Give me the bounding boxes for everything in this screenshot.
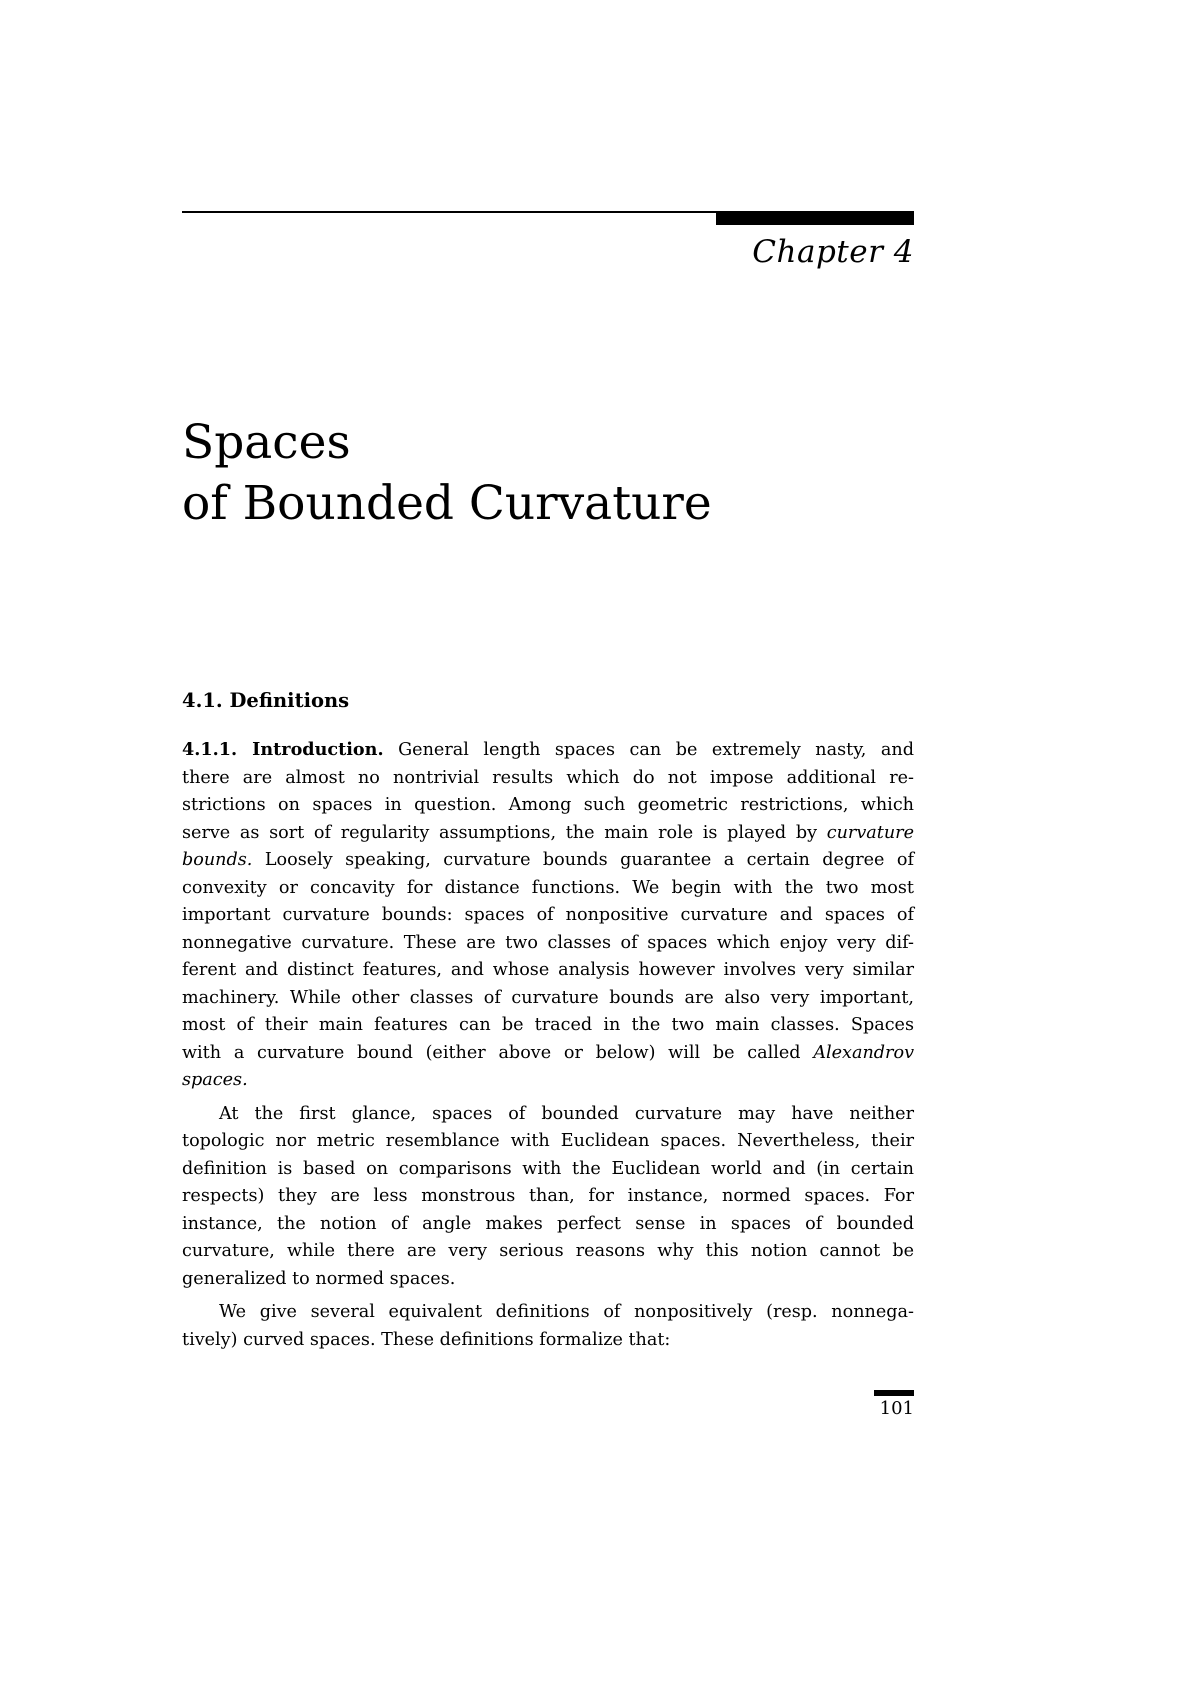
emphasis-alexandrov: Alexandrov — [813, 1042, 915, 1063]
text-line: machinery. While other classes of curvature bounds are also very important, — [182, 987, 914, 1008]
chapter-title-line-1: Spaces — [182, 415, 351, 470]
text-line: convexity or concavity for distance functions. We begin with the two most — [182, 877, 914, 898]
text-line — [182, 1067, 914, 1095]
chapter-rule-thick — [716, 212, 914, 225]
emphasis-spaces: spaces. — [182, 1070, 248, 1090]
subsection-heading: 4.1.1. Introduction. — [182, 739, 384, 760]
text-line: At the first glance, spaces of bounded curvature may have neither — [219, 1103, 914, 1124]
text-line: topologic nor metric resemblance with Euclidean spaces. Nevertheless, their — [182, 1131, 914, 1151]
paragraph-introduction — [182, 736, 914, 1095]
emphasis-curvature: curvature — [826, 822, 914, 843]
chapter-title-line-2: of Bounded Curvature — [182, 476, 712, 531]
page-number-rule — [874, 1390, 914, 1396]
text-line — [182, 820, 914, 848]
text-line: most of their main features can be traced in the two main classes. Spaces — [182, 1015, 914, 1035]
text-line: instance, the notion of angle makes perfect sense in spaces of bounded — [182, 1213, 914, 1234]
text-line: respects) they are less monstrous than, for instance, normed spaces. For — [182, 1186, 914, 1206]
text-line: ferent and distinct features, and whose analysis however involves very similar — [182, 960, 914, 980]
text-span: serve as sort of regularity assumptions, the main role is played by — [182, 822, 818, 843]
paragraph-definitions — [182, 1299, 914, 1354]
text-line — [182, 847, 914, 875]
emphasis-bounds: bounds. — [182, 850, 253, 870]
text-span: General length spaces can be extremely nasty, and — [398, 740, 914, 760]
text-line: important curvature bounds: spaces of nonpositive curvature and spaces of — [182, 905, 914, 925]
section-heading: 4.1. Definitions — [182, 689, 350, 712]
text-line: tively) curved spaces. These definitions formalize that: — [182, 1329, 671, 1350]
text-line: there are almost no nontrivial results which do not impose additional re- — [182, 767, 914, 788]
paragraph-first-glance — [182, 1101, 914, 1294]
text-line — [182, 1040, 914, 1068]
body-text — [182, 736, 914, 1354]
page-number: 101 — [879, 1398, 914, 1419]
text-line: strictions on spaces in question. Among such geometric restrictions, which — [182, 795, 914, 815]
text-line: definition is based on comparisons with the Euclidean world and (in certain — [182, 1158, 914, 1179]
text-span: with a curvature bound (either above or below) will be called — [182, 1042, 801, 1063]
text-span: Loosely speaking, curvature bounds guarantee a certain degree of — [264, 850, 914, 870]
text-line: generalized to normed spaces. — [182, 1268, 456, 1289]
text-line: curvature, while there are very serious reasons why this notion cannot be — [182, 1241, 914, 1261]
text-line: We give several equivalent definitions of nonpositively (resp. nonnega- — [219, 1302, 914, 1322]
text-line: nonnegative curvature. These are two classes of spaces which enjoy very dif- — [182, 932, 914, 953]
chapter-label: Chapter 4 — [752, 234, 914, 270]
text-line — [182, 736, 914, 765]
chapter-title — [182, 412, 914, 534]
